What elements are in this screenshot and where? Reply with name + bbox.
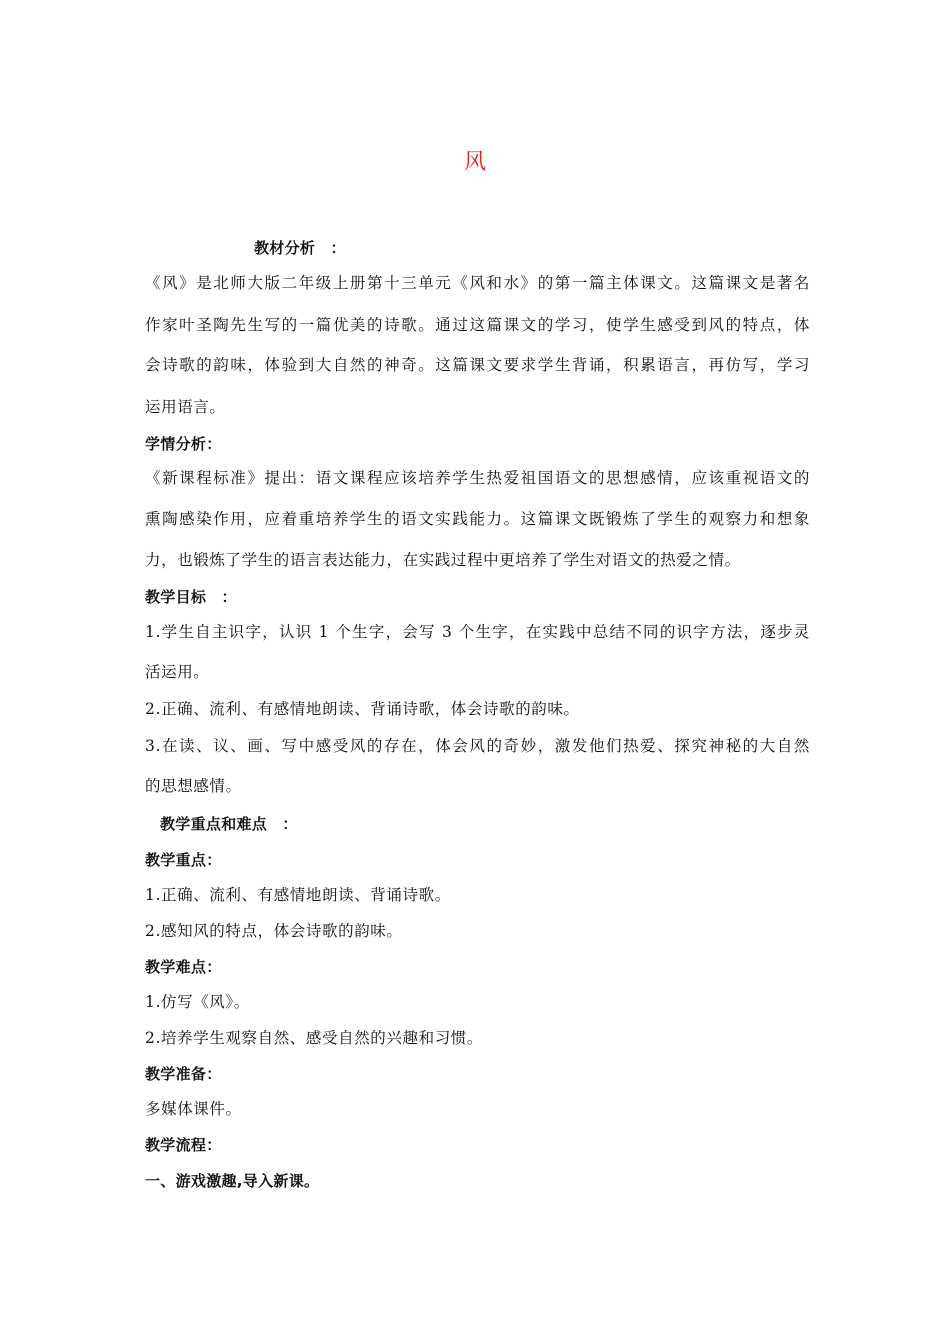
flow-step-heading: 一、游戏激趣,导入新课。 — [145, 1172, 320, 1190]
list-item: 1.正确、流利、有感情地朗读、背诵诗歌。 — [145, 886, 451, 904]
list-item: 2.正确、流利、有感情地朗读、背诵诗歌，体会诗歌的韵味。 — [145, 700, 580, 718]
section-heading-material-analysis: 教材分析 ： — [254, 239, 346, 257]
paragraph-line: 《风》是北师大版二年级上册第十三单元《风和水》的第一篇主体课文。这篇课文是著名 — [145, 274, 810, 292]
section-heading-teaching-goals: 教学目标 ： — [145, 588, 237, 606]
section-heading-key-and-difficult: 教学重点和难点 ： — [160, 815, 298, 833]
paragraph-line: 会诗歌的韵味，体验到大自然的神奇。这篇课文要求学生背诵，积累语言，再仿写，学习 — [145, 356, 810, 374]
paragraph-line: 运用语言。 — [145, 398, 226, 416]
list-item: 3.在读、议、画、写中感受风的存在，体会风的奇妙，激发他们热爱、探究神秘的大自然 — [145, 737, 810, 755]
list-item-continuation: 的思想感情。 — [145, 777, 242, 795]
section-heading-difficult-points: 教学难点： — [145, 958, 222, 976]
section-heading-teaching-flow: 教学流程： — [145, 1136, 222, 1154]
list-item: 1.仿写《风》。 — [145, 993, 250, 1011]
section-heading-preparation: 教学准备： — [145, 1065, 222, 1083]
paragraph-line: 《新课程标准》提出：语文课程应该培养学生热爱祖国语文的思想感情，应该重视语文的 — [145, 469, 810, 487]
paragraph-line: 熏陶感染作用，应着重培养学生的语文实践能力。这篇课文既锻炼了学生的观察力和想象 — [145, 510, 810, 528]
list-item: 2.感知风的特点，体会诗歌的韵味。 — [145, 922, 403, 940]
section-heading-key-points: 教学重点： — [145, 851, 222, 869]
paragraph-line: 力，也锻炼了学生的语言表达能力，在实践过程中更培养了学生对语文的热爱之情。 — [145, 551, 741, 569]
paragraph-line: 多媒体课件。 — [145, 1100, 242, 1118]
list-item-continuation: 活运用。 — [145, 663, 210, 681]
document-title: 风 — [463, 150, 486, 175]
paragraph-line: 作家叶圣陶先生写的一篇优美的诗歌。通过这篇课文的学习，使学生感受到风的特点，体 — [145, 316, 810, 334]
list-item: 2.培养学生观察自然、感受自然的兴趣和习惯。 — [145, 1029, 483, 1047]
section-heading-student-analysis: 学情分析： — [145, 435, 222, 453]
list-item: 1.学生自主识字，认识 1 个生字，会写 3 个生字，在实践中总结不同的识字方法，逐步灵 — [145, 623, 810, 641]
